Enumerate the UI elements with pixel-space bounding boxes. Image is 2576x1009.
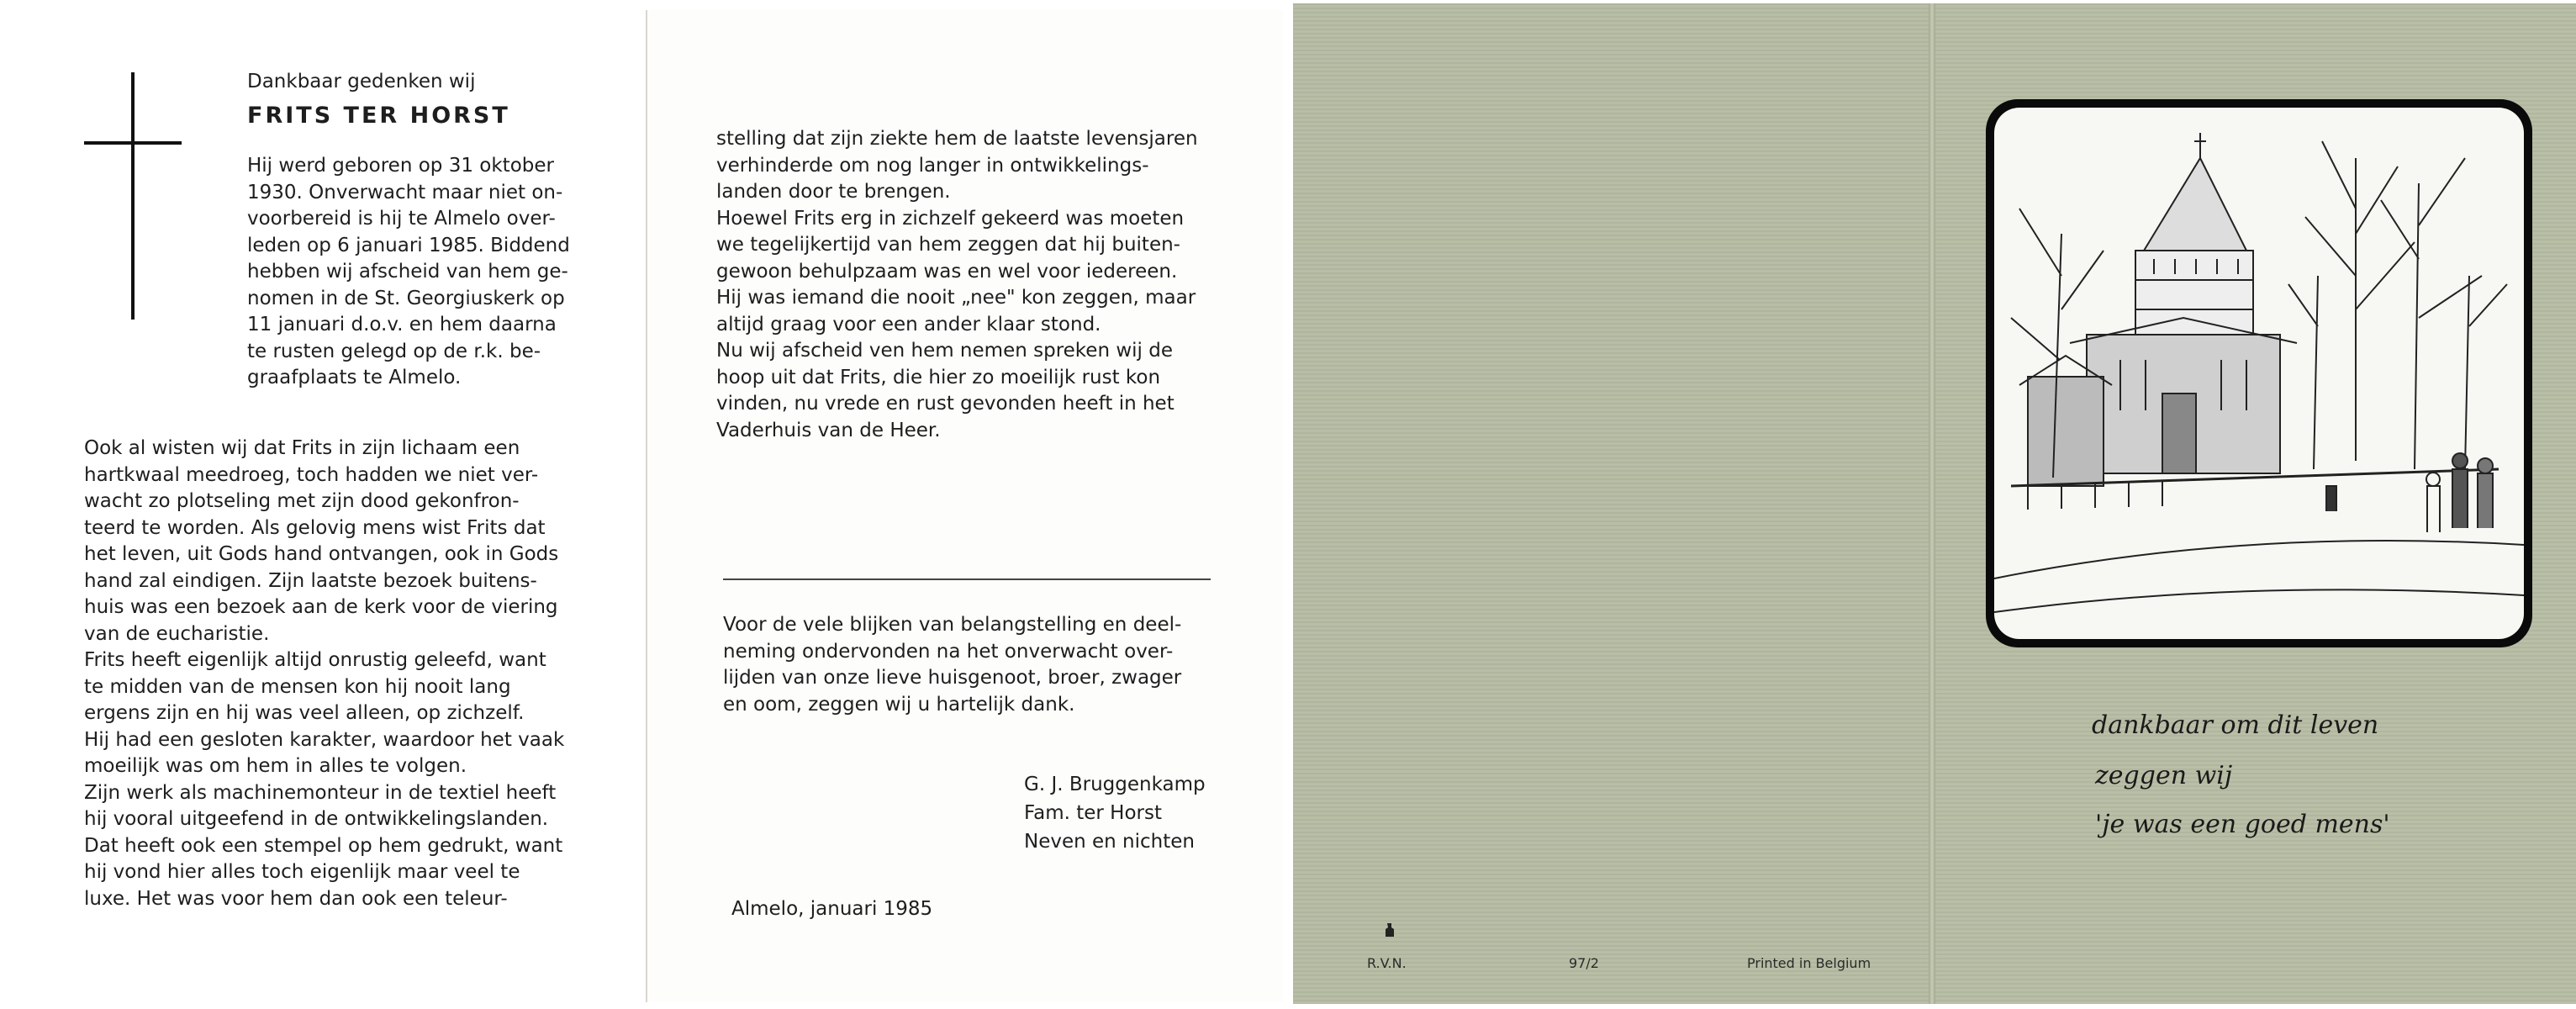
bio-line: hebben wij afscheid van hem ge-	[247, 261, 568, 283]
text-line: Vaderhuis van de Heer.	[716, 419, 941, 441]
gap-between-sheets	[1283, 0, 1293, 1009]
church-drawing-frame	[1986, 99, 2532, 647]
text-line: en oom, zeggen wij u hartelijk dank.	[723, 693, 1075, 716]
signature-line: G. J. Bruggenkamp	[1024, 774, 1206, 795]
publisher-logo-icon	[1384, 922, 1396, 938]
handwriting-line: zeggen wij	[2095, 761, 2233, 790]
text-line: landen door te brengen.	[716, 181, 951, 203]
bio-line: nomen in de St. Georgiuskerk op	[247, 287, 565, 309]
text-line: lijden van onze lieve huisgenoot, broer, zwager	[723, 667, 1182, 689]
text-line: van de eucharistie.	[84, 622, 270, 645]
deceased-name: FRITS TER HORST	[247, 103, 510, 129]
bio-line: Hij werd geboren op 31 oktober	[247, 155, 554, 177]
card-code: 97/2	[1569, 955, 1599, 971]
text-line: teerd te worden. Als gelovig mens wist Frits dat	[84, 516, 546, 539]
text-line: huis was een bezoek aan de kerk voor de viering	[84, 596, 558, 618]
bio-line: 11 januari d.o.v. en hem daarna	[247, 314, 557, 335]
text-line: Voor de vele blijken van belangstelling en deel-	[723, 614, 1182, 636]
handwriting-line: dankbaar om dit leven	[2092, 711, 2379, 740]
signature-block	[1024, 770, 1206, 856]
text-line: wacht zo plotseling met zijn dood gekonfron-	[84, 490, 520, 512]
text-line: te midden van de mensen kon hij nooit lang	[84, 675, 511, 698]
thanks-paragraph	[723, 612, 1215, 718]
text-line: Dat heeft ook een stempel op hem gedrukt, want	[84, 834, 563, 857]
signature-line: Fam. ter Horst	[1024, 802, 1162, 824]
text-line: hij vond hier alles toch eigenlijk maar veel te	[84, 861, 520, 883]
church-drawing	[1994, 108, 2524, 639]
text-line: hoop uit dat Frits, die hier zo moeilijk rust kon	[716, 366, 1161, 388]
text-line: moeilijk was om hem in alles te volgen.	[84, 755, 467, 777]
text-line: gewoon behulpzaam was en wel voor iedereen.	[716, 260, 1178, 283]
bio-paragraph	[247, 153, 583, 392]
publisher-mark: R.V.N.	[1367, 955, 1407, 971]
text-line: altijd graag voor een ander klaar stond.	[716, 313, 1101, 335]
cross-icon-bar	[84, 141, 182, 145]
text-line: hand zal eindigen. Zijn laatste bezoek buitens-	[84, 569, 537, 592]
cross-icon	[131, 72, 135, 320]
text-line: ergens zijn en hij was veel alleen, op zichzelf.	[84, 702, 525, 724]
text-line: we tegelijkertijd van hem zeggen dat hij buiten-	[716, 234, 1180, 256]
text-line: Zijn werk als machinemonteur in de textiel heeft	[84, 781, 557, 804]
text-line: vinden, nu vrede en rust gevonden heeft in het	[716, 393, 1175, 415]
text-line: Hij was iemand die nooit „nee" kon zeggen, maar	[716, 287, 1196, 309]
text-line: Hoewel Frits erg in zichzelf gekeerd was moeten	[716, 207, 1185, 230]
text-line: luxe. Het was voor hem dan ook een teleur-	[84, 887, 508, 910]
text-line: stelling dat zijn ziekte hem de laatste levensjaren	[716, 128, 1198, 150]
memorial-text-right	[716, 126, 1204, 444]
memorial-text-left	[84, 436, 580, 912]
bio-line: graafplaats te Almelo.	[247, 367, 462, 388]
handwritten-message	[2092, 700, 2462, 859]
horizontal-divider	[723, 578, 1211, 580]
text-line: Ook al wisten wij dat Frits in zijn lichaam een	[84, 437, 520, 459]
intro-text: Dankbaar gedenken wij	[247, 71, 476, 92]
bio-line: leden op 6 januari 1985. Biddend	[247, 234, 570, 256]
text-line: hartkwaal meedroeg, toch hadden we niet ver-	[84, 463, 539, 486]
text-line: Hij had een gesloten karakter, waardoor het vaak	[84, 728, 565, 751]
text-line: neming ondervonden na het onverwacht over-	[723, 640, 1174, 663]
bio-line: voorbereid is hij te Almelo over-	[247, 208, 556, 230]
text-line: het leven, uit Gods hand ontvangen, ook in Gods	[84, 543, 559, 565]
signature-line: Neven en nichten	[1024, 831, 1195, 853]
cover-fold-spine	[1929, 3, 1935, 1004]
text-line: hij vooral uitgeefend in de ontwikkelingslanden.	[84, 808, 549, 830]
place-date: Almelo, januari 1985	[731, 898, 933, 920]
bio-line: 1930. Onverwacht maar niet on-	[247, 181, 563, 203]
handwriting-line: 'je was een goed mens'	[2095, 810, 2390, 839]
printed-in-label: Printed in Belgium	[1747, 955, 1871, 971]
text-line: Nu wij afscheid ven hem nemen spreken wij de	[716, 340, 1173, 362]
text-line: verhinderde om nog langer in ontwikkelings-	[716, 154, 1149, 177]
card-cover-back	[1293, 3, 1932, 1004]
text-line: Frits heeft eigenlijk altijd onrustig geleefd, want	[84, 649, 546, 671]
bio-line: te rusten gelegd op de r.k. be-	[247, 340, 541, 362]
